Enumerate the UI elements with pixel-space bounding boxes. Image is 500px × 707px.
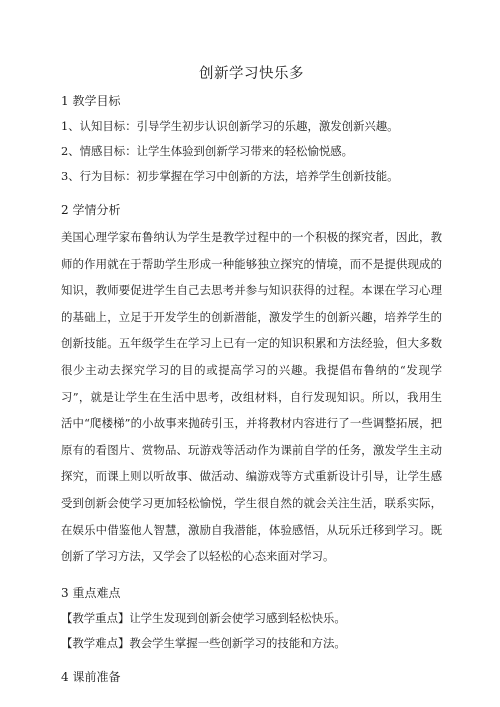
section-heading-preparation: 4 课前准备 (61, 669, 121, 684)
section-heading-objectives: 1 教学目标 (61, 94, 121, 108)
key-point-difficulty: 【教学难点】教会学生掌握一些创新学习的技能和方法。 (61, 635, 346, 650)
analysis-paragraph: 美国心理学家布鲁纳认为学生是教学过程中的一个积极的探究者，因此，教师的作用就在于帮助学生形成一种能够独立探究的情境，而不是提供现成的知识，教师要促进学生自己去思考并参与知识获得的过程。本课在学习心理的基础上，立足于开发学生的创新潜能，激发学生的创新兴趣，培养学生的创新技能。五年级学生在学习上已有一定的知识积累和方法经验，但大多数很少主动去探究学习的目的或提高学习的兴趣。我提倡布鲁纳的“发现学习”，就是让学生在生活中思考，改组材料，自行发现知识。所以，我用生活中“爬楼梯”的小故事来抛砖引玉，并将教材内容进行了一些调整拓展，把原有的看图片、赏物品、玩游戏等活动作为课前自学的任务，激发学生主动探究，而课上则以听故事、做活动、编游戏等方式重新设计引导，让学生感受到创新会使学习更加轻松愉悦，学生很自然的就会关注生活，联系实际，在娱乐中借鉴他人智慧，激励自我潜能，体验感悟，从玩乐迁移到学习。既创新了学习方法，又学会了以轻松的心态来面对学习。 (61, 230, 442, 564)
objective-cognitive: 1、认知目标：引导学生初步认识创新学习的乐趣，激发创新兴趣。 (61, 119, 399, 133)
objective-behavioral: 3、行为目标：初步掌握在学习中创新的方法，培养学生创新技能。 (61, 169, 399, 183)
document-title: 创新学习快乐多 (199, 66, 304, 82)
key-point-focus: 【教学重点】让学生发现到创新会使学习感到轻松快乐。 (61, 610, 346, 625)
objective-emotional: 2、情感目标：让学生体验到创新学习带来的轻松愉悦感。 (61, 144, 354, 158)
section-heading-key-points: 3 重点难点 (61, 585, 121, 600)
section-heading-analysis: 2 学情分析 (61, 203, 121, 217)
